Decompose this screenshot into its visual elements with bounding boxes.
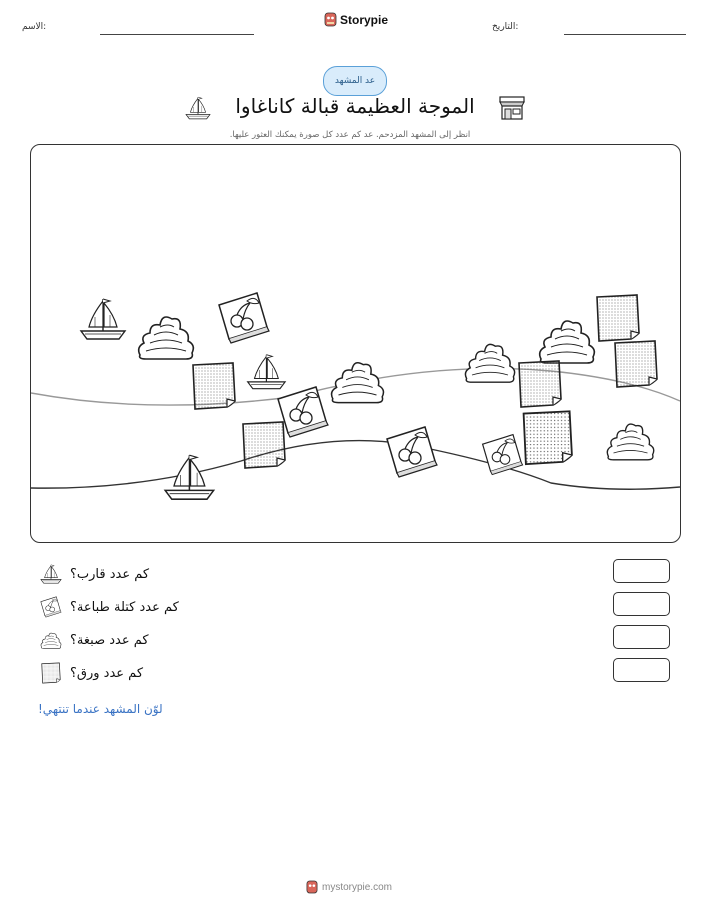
brand-name: Storypie <box>340 12 389 27</box>
dye-icon <box>332 363 384 403</box>
brand-logo <box>324 12 388 27</box>
dye-icon <box>607 424 653 460</box>
answer-box-boat[interactable] <box>613 559 670 583</box>
dye-icon <box>40 629 62 651</box>
shop-icon <box>498 95 526 121</box>
activity-badge: عد المشهد <box>323 66 387 96</box>
coloring-note: لوّن المشهد عندما تنتهي! <box>38 702 163 716</box>
boat-icon <box>81 299 125 339</box>
dye-icon <box>540 321 595 363</box>
print-block-icon <box>278 387 328 437</box>
dye-icon <box>465 344 514 382</box>
boat-icon <box>185 94 211 122</box>
paper-icon <box>243 422 285 468</box>
answer-box-print-block[interactable] <box>613 592 670 616</box>
wave-line-lower <box>31 441 680 490</box>
question-paper <box>40 661 143 685</box>
question-text: كم عدد ورق؟ <box>70 665 144 681</box>
storypie-mascot-icon <box>306 880 318 894</box>
print-block-icon <box>219 293 269 343</box>
question-text: كم عدد قارب؟ <box>70 566 150 582</box>
paper-icon <box>597 295 639 341</box>
counting-scene <box>30 144 681 543</box>
question-text: كم عدد كتلة طباعة؟ <box>70 599 179 615</box>
question-boat <box>40 562 149 586</box>
date-label: التاريخ: <box>492 22 519 32</box>
question-text: كم عدد صبغة؟ <box>70 632 149 648</box>
name-line[interactable] <box>100 34 254 35</box>
date-line[interactable] <box>564 34 686 35</box>
print-block-icon <box>483 435 523 475</box>
paper-icon <box>615 341 657 387</box>
paper-icon <box>519 361 561 407</box>
boat-icon <box>248 355 285 389</box>
paper-icon <box>40 662 62 684</box>
footer <box>306 880 392 894</box>
dye-icon <box>139 317 194 359</box>
name-label: الاسم: <box>22 22 47 32</box>
instructions: انظر إلى المشهد المزدحم. عد كم عدد كل صورة يمكنك العثور عليها. <box>229 130 471 140</box>
paper-icon <box>193 363 235 409</box>
answer-box-paper[interactable] <box>613 658 670 682</box>
boat-icon <box>40 563 62 585</box>
question-dye <box>40 628 149 652</box>
page-title: الموجة العظيمة قبالة كاناغاوا <box>235 94 475 118</box>
paper-icon <box>524 411 572 464</box>
question-print-block <box>40 595 179 619</box>
footer-url: mystorypie.com <box>322 881 393 893</box>
print-block-icon <box>40 596 62 618</box>
print-block-icon <box>387 427 437 477</box>
answer-box-dye[interactable] <box>613 625 670 649</box>
storypie-mascot-icon <box>324 12 337 27</box>
